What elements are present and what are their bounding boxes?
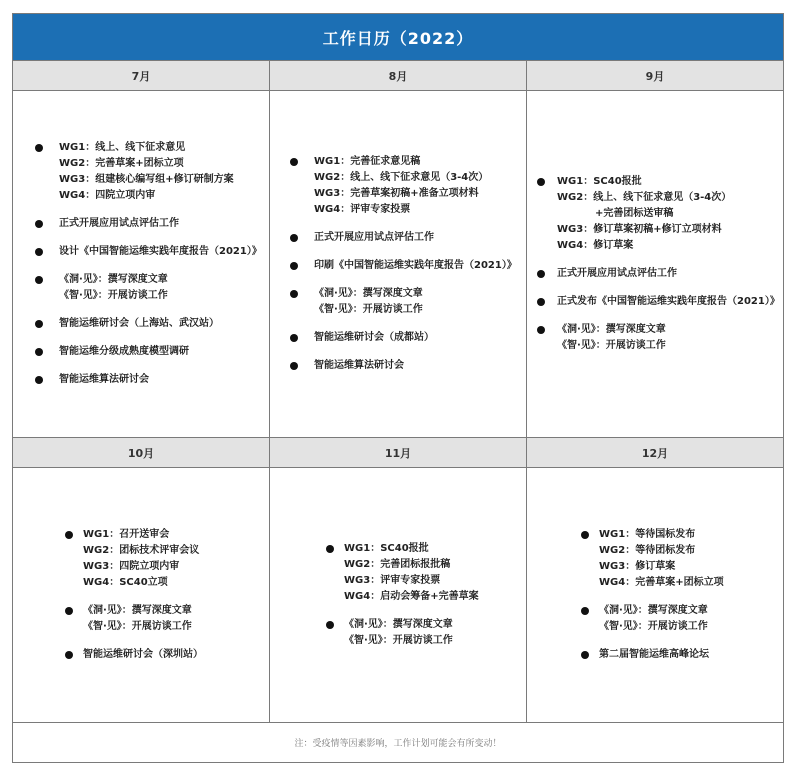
- bullet-icon: [581, 651, 589, 659]
- task-line: 《洞·见》：撰写深度文章: [557, 324, 666, 335]
- task-item: [13, 316, 269, 332]
- task-line: WG3：修订草案: [599, 561, 676, 572]
- task-item: [270, 230, 526, 246]
- task-line: WG4：SC40立项: [83, 577, 168, 588]
- calendar-frame: [12, 13, 784, 763]
- bullet-icon: [326, 621, 334, 629]
- bullet-icon: [35, 276, 43, 284]
- task-list: [13, 527, 269, 663]
- month-header-row-2: [13, 437, 783, 468]
- task-item: [270, 330, 526, 346]
- task-line: 《洞·见》：撰写深度文章: [344, 619, 453, 630]
- task-item: [13, 647, 269, 663]
- task-line: WG2：等待团标发布: [599, 545, 696, 556]
- bullet-icon: [35, 348, 43, 356]
- task-line: WG1：SC40报批: [557, 176, 642, 187]
- task-list: [527, 174, 783, 354]
- task-line: WG4：完善草案+团标立项: [599, 577, 724, 588]
- task-line: 智能运维研讨会（成都站）: [314, 332, 434, 343]
- month-header-row-1: [13, 60, 783, 91]
- task-item: [270, 358, 526, 374]
- task-list: [13, 140, 269, 388]
- task-line: WG1：召开送审会: [83, 529, 170, 540]
- task-line: 智能运维算法研讨会: [59, 374, 149, 385]
- task-item: [13, 244, 269, 260]
- month-cell-november: [270, 468, 527, 722]
- task-item: [527, 322, 783, 354]
- task-line: 智能运维研讨会（上海站、武汉站）: [59, 318, 219, 329]
- bullet-icon: [35, 248, 43, 256]
- task-line: 智能运维算法研讨会: [314, 360, 404, 371]
- task-line: WG1：SC40报批: [344, 543, 429, 554]
- task-item: [270, 258, 526, 274]
- task-item: [527, 527, 783, 591]
- bullet-icon: [35, 220, 43, 228]
- task-line: 《洞·见》：撰写深度文章: [314, 288, 423, 299]
- month-cell-december: [527, 468, 783, 722]
- bullet-icon: [290, 234, 298, 242]
- month-header: 9月: [527, 60, 783, 91]
- task-line: 《智·见》：开展访谈工作: [83, 621, 192, 632]
- task-line: 第二届智能运维高峰论坛: [599, 649, 709, 660]
- bullet-icon: [581, 531, 589, 539]
- calendar-grid: [13, 60, 783, 722]
- task-item: [13, 216, 269, 232]
- month-header: 7月: [13, 60, 270, 91]
- bullet-icon: [537, 326, 545, 334]
- task-line: WG3：四院立项内审: [83, 561, 180, 572]
- task-line: 印刷《中国智能运维实践年度报告（2021）》: [314, 260, 517, 271]
- task-line: WG2：完善团标报批稿: [344, 559, 451, 570]
- task-line: 智能运维分级成熟度模型调研: [59, 346, 189, 357]
- task-item: [13, 603, 269, 635]
- task-item: [270, 617, 526, 649]
- task-line: WG1：线上、线下征求意见: [59, 142, 186, 153]
- task-line: 正式开展应用试点评估工作: [557, 268, 677, 279]
- task-item: [13, 140, 269, 204]
- task-item: [13, 344, 269, 360]
- month-cell-october: [13, 468, 270, 722]
- task-line: WG3：修订草案初稿+修订立项材料: [557, 224, 722, 235]
- task-item: [13, 527, 269, 591]
- task-line: +完善团标送审稿: [595, 208, 674, 219]
- month-header: 8月: [270, 60, 527, 91]
- footer-note: 注：受疫情等因素影响，工作计划可能会有所变动！: [13, 722, 783, 762]
- task-line: WG4：评审专家投票: [314, 204, 411, 215]
- task-item: [527, 174, 783, 254]
- bullet-icon: [537, 270, 545, 278]
- task-line: 《智·见》：开展访谈工作: [59, 290, 168, 301]
- bullet-icon: [35, 320, 43, 328]
- bullet-icon: [290, 262, 298, 270]
- task-line: 设计《中国智能运维实践年度报告（2021）》: [59, 246, 262, 257]
- bullet-icon: [35, 144, 43, 152]
- task-line: WG4：修订草案: [557, 240, 634, 251]
- task-line: WG3：评审专家投票: [344, 575, 441, 586]
- task-line: WG4：四院立项内审: [59, 190, 156, 201]
- bullet-icon: [326, 545, 334, 553]
- task-list: [527, 527, 783, 663]
- bullet-icon: [290, 158, 298, 166]
- task-item: [527, 603, 783, 635]
- task-line: 智能运维研讨会（深圳站）: [83, 649, 203, 660]
- task-line: 正式开展应用试点评估工作: [59, 218, 179, 229]
- task-line: 《智·见》：开展访谈工作: [557, 340, 666, 351]
- task-line: 正式开展应用试点评估工作: [314, 232, 434, 243]
- month-header: 12月: [527, 437, 783, 468]
- task-line: WG2：线上、线下征求意见（3-4次）: [557, 192, 732, 203]
- task-line: WG1：完善征求意见稿: [314, 156, 421, 167]
- task-line: 《洞·见》：撰写深度文章: [59, 274, 168, 285]
- page-title: 工作日历（2022）: [13, 14, 783, 60]
- task-line: 《智·见》：开展访谈工作: [344, 635, 453, 646]
- task-line: WG3：组建核心编写组+修订研制方案: [59, 174, 234, 185]
- task-line: 《智·见》：开展访谈工作: [314, 304, 423, 315]
- task-item: [270, 286, 526, 318]
- month-cell-july: [13, 91, 270, 437]
- task-line: WG1：等待国标发布: [599, 529, 696, 540]
- task-line: WG4：启动会筹备+完善草案: [344, 591, 479, 602]
- bullet-icon: [35, 376, 43, 384]
- task-item: [270, 541, 526, 605]
- task-list: [270, 541, 526, 649]
- bullet-icon: [537, 298, 545, 306]
- task-line: 《洞·见》：撰写深度文章: [599, 605, 708, 616]
- task-item: [527, 294, 783, 310]
- month-content-row-1: [13, 91, 783, 437]
- task-line: WG2：线上、线下征求意见（3-4次）: [314, 172, 489, 183]
- task-item: [270, 154, 526, 218]
- task-item: [527, 647, 783, 663]
- bullet-icon: [65, 607, 73, 615]
- bullet-icon: [290, 290, 298, 298]
- task-list: [270, 154, 526, 374]
- task-line: 《智·见》：开展访谈工作: [599, 621, 708, 632]
- bullet-icon: [581, 607, 589, 615]
- task-line: 《洞·见》：撰写深度文章: [83, 605, 192, 616]
- month-cell-september: [527, 91, 783, 437]
- task-line: WG3：完善草案初稿+准备立项材料: [314, 188, 479, 199]
- task-item: [527, 266, 783, 282]
- bullet-icon: [290, 362, 298, 370]
- task-line: 正式发布《中国智能运维实践年度报告（2021）》: [557, 296, 780, 307]
- task-item: [13, 372, 269, 388]
- bullet-icon: [537, 178, 545, 186]
- task-line: WG2：完善草案+团标立项: [59, 158, 184, 169]
- bullet-icon: [65, 651, 73, 659]
- month-cell-august: [270, 91, 527, 437]
- month-header: 10月: [13, 437, 270, 468]
- month-content-row-2: [13, 468, 783, 722]
- task-line: WG2：团标技术评审会议: [83, 545, 200, 556]
- bullet-icon: [65, 531, 73, 539]
- task-item: [13, 272, 269, 304]
- month-header: 11月: [270, 437, 527, 468]
- bullet-icon: [290, 334, 298, 342]
